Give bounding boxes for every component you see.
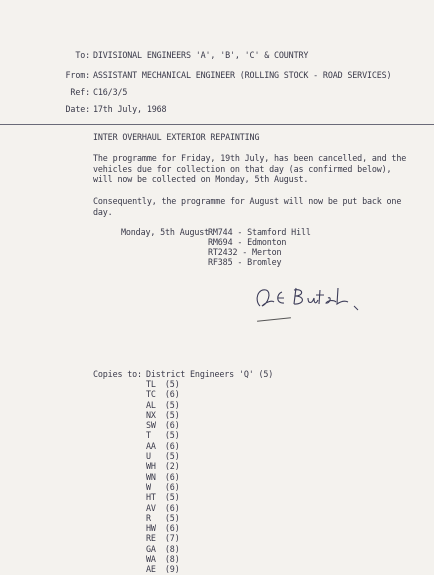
ref-label: Ref:	[70, 87, 90, 97]
copy-item: GA (8)	[146, 543, 180, 554]
from-label: From:	[65, 70, 90, 80]
copy-item: RE (7)	[146, 533, 180, 544]
schedule-date: Monday, 5th August	[121, 227, 210, 237]
copy-item: W (6)	[146, 481, 180, 492]
to-label: To:	[75, 50, 90, 60]
schedule-place: Bromley	[247, 257, 282, 267]
copy-item: HT (5)	[146, 492, 180, 503]
copies-list	[146, 379, 180, 575]
copy-item: AA (6)	[146, 440, 180, 451]
schedule-row: RM744 - Stamford Hill	[208, 227, 311, 237]
copy-item: AE (9)	[146, 564, 180, 575]
schedule-place: Merton	[252, 247, 282, 257]
copy-item: TL (5)	[146, 379, 180, 389]
copy-item: WH (2)	[146, 461, 180, 472]
copy-item: NX (5)	[146, 409, 180, 420]
copies-label: Copies to:	[93, 369, 142, 379]
from-value: ASSISTANT MECHANICAL ENGINEER (ROLLING STOCK - ROAD SERVICES)	[93, 70, 392, 80]
schedule-vehicle: RM694	[208, 237, 233, 247]
paragraph-1: The programme for Friday, 19th July, has been cancelled, and the vehicles due for collection on that day (as confirmed below), will now be collected on Monday, 5th August.	[93, 153, 407, 184]
schedule-place: Stamford Hill	[247, 227, 311, 237]
schedule-vehicle: RT2432	[208, 247, 238, 257]
copy-item: U (5)	[146, 451, 180, 462]
copy-item: WA (8)	[146, 554, 180, 565]
date-value: 17th July, 1968	[93, 104, 167, 114]
paragraph-2: Consequently, the programme for August will now be put back one day.	[93, 196, 402, 217]
ref-value: C16/3/5	[93, 87, 128, 97]
schedule-vehicle: RM744	[208, 227, 233, 237]
copy-item: TC (6)	[146, 389, 180, 400]
copy-item: HW (6)	[146, 523, 180, 534]
copies-first: District Engineers 'Q' (5)	[146, 369, 274, 379]
copy-item: T (5)	[146, 430, 180, 441]
to-value: DIVISIONAL ENGINEERS 'A', 'B', 'C' & COUNTRY	[93, 50, 309, 60]
schedule-vehicle: RF385	[208, 257, 233, 267]
header-divider	[0, 124, 434, 125]
copy-item: SW (6)	[146, 420, 180, 431]
copy-item: AV (6)	[146, 502, 180, 513]
copy-item: AL (5)	[146, 399, 180, 410]
handwritten-signature	[248, 278, 368, 318]
copy-item: R (5)	[146, 512, 180, 523]
schedule-row: RF385 - Bromley	[208, 257, 282, 267]
schedule-row: RT2432 - Merton	[208, 247, 282, 257]
subject-line: INTER OVERHAUL EXTERIOR REPAINTING	[93, 132, 260, 142]
date-label: Date:	[65, 104, 90, 114]
schedule-place: Edmonton	[247, 237, 287, 247]
copy-item: WN (6)	[146, 471, 180, 482]
schedule-row: RM694 - Edmonton	[208, 237, 287, 247]
